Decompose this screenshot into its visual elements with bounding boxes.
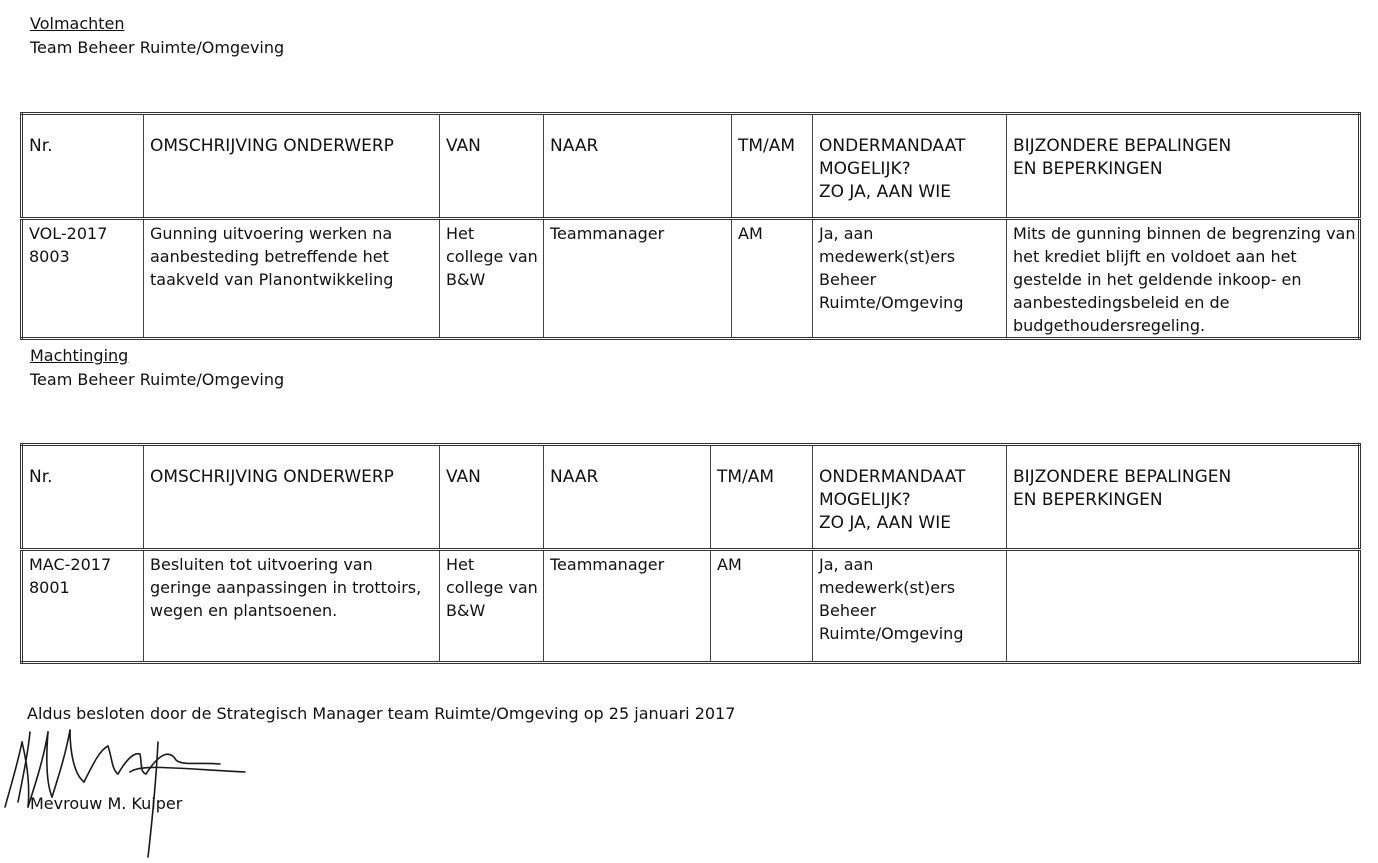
header-conditions-line: BIJZONDERE BEPALINGEN — [1013, 136, 1232, 156]
header-to: NAAR — [544, 114, 732, 219]
cell-line: Gunning uitvoering werken na — [150, 224, 393, 243]
cell-line: college van — [446, 578, 538, 597]
cell-line: het krediet blijft en voldoet aan het — [1013, 247, 1297, 266]
header-conditions — [1007, 445, 1360, 550]
cell-line: gestelde in het geldende inkoop- en — [1013, 270, 1302, 289]
cell-line: aanbestedingsbeleid en de — [1013, 293, 1230, 312]
cell-line: taakveld van Planontwikkeling — [150, 270, 394, 289]
header-conditions-line: EN BEPERKINGEN — [1013, 159, 1163, 179]
header-submandate-line: ZO JA, AAN WIE — [819, 182, 951, 202]
closing-statement: Aldus besloten door de Strategisch Manager team Ruimte/Omgeving op 25 januari 2017 — [27, 704, 736, 723]
cell-submandate — [813, 550, 1007, 663]
section-team: Team Beheer Ruimte/Omgeving — [30, 38, 285, 57]
section-title: Volmachten — [30, 14, 125, 33]
header-nr: Nr. — [22, 445, 144, 550]
cell-line: Beheer — [819, 601, 877, 620]
cell-from — [440, 219, 544, 339]
cell-to: Teammanager — [544, 550, 711, 663]
table-header-row — [22, 445, 1360, 550]
cell-tm-am: AM — [711, 550, 813, 663]
header-to: NAAR — [544, 445, 711, 550]
cell-conditions — [1007, 550, 1360, 663]
cell-line: college van — [446, 247, 538, 266]
header-conditions — [1007, 114, 1360, 219]
cell-from — [440, 550, 544, 663]
cell-line: medewerk(st)ers — [819, 247, 956, 266]
header-subject: OMSCHRIJVING ONDERWERP — [144, 114, 440, 219]
header-submandate-line: ZO JA, AAN WIE — [819, 513, 951, 533]
cell-line: VOL-2017 — [29, 224, 108, 243]
signer-name: Mevrouw M. Kuiper — [30, 794, 183, 813]
cell-line: 8003 — [29, 247, 70, 266]
cell-subject — [144, 550, 440, 663]
cell-line: 8001 — [29, 578, 70, 597]
cell-line: Ruimte/Omgeving — [819, 293, 964, 312]
cell-line: B&W — [446, 270, 486, 289]
cell-line: aanbesteding betreffende het — [150, 247, 389, 266]
cell-line: budgethoudersregeling. — [1013, 316, 1206, 335]
cell-nr — [22, 219, 144, 339]
cell-line: Beheer — [819, 270, 877, 289]
header-conditions-line: BIJZONDERE BEPALINGEN — [1013, 467, 1232, 487]
cell-line: wegen en plantsoenen. — [150, 601, 338, 620]
cell-line: Mits de gunning binnen de begrenzing van — [1013, 224, 1356, 243]
header-from: VAN — [440, 445, 544, 550]
cell-line: medewerk(st)ers — [819, 578, 956, 597]
cell-line: B&W — [446, 601, 486, 620]
cell-submandate — [813, 219, 1007, 339]
cell-line: Het — [446, 224, 475, 243]
header-tm-am: TM/AM — [711, 445, 813, 550]
cell-line: geringe aanpassingen in trottoirs, — [150, 578, 422, 597]
header-submandate — [813, 114, 1007, 219]
machtinging-table — [20, 443, 1361, 664]
section-title: Machtinging — [30, 346, 129, 365]
header-from: VAN — [440, 114, 544, 219]
signature-icon — [0, 712, 260, 862]
header-submandate-line: ONDERMANDAAT — [819, 467, 966, 487]
header-conditions-line: EN BEPERKINGEN — [1013, 490, 1163, 510]
cell-line: MAC-2017 — [29, 555, 112, 574]
cell-to: Teammanager — [544, 219, 732, 339]
header-nr: Nr. — [22, 114, 144, 219]
section-heading-volmachten — [30, 12, 284, 60]
header-submandate — [813, 445, 1007, 550]
header-submandate-line: ONDERMANDAAT — [819, 136, 966, 156]
table-row — [22, 219, 1360, 339]
header-tm-am: TM/AM — [732, 114, 813, 219]
table-header-row — [22, 114, 1360, 219]
section-heading-machtinging — [30, 344, 284, 392]
cell-line: Het — [446, 555, 475, 574]
header-subject: OMSCHRIJVING ONDERWERP — [144, 445, 440, 550]
cell-line: Ruimte/Omgeving — [819, 624, 964, 643]
cell-line: Besluiten tot uitvoering van — [150, 555, 373, 574]
cell-conditions — [1007, 219, 1360, 339]
section-team: Team Beheer Ruimte/Omgeving — [30, 370, 285, 389]
cell-subject — [144, 219, 440, 339]
cell-nr — [22, 550, 144, 663]
volmachten-table — [20, 112, 1361, 340]
cell-tm-am: AM — [732, 219, 813, 339]
cell-line: Ja, aan — [819, 555, 874, 574]
header-submandate-line: MOGELIJK? — [819, 490, 911, 510]
table-row — [22, 550, 1360, 663]
header-submandate-line: MOGELIJK? — [819, 159, 911, 179]
cell-line: Ja, aan — [819, 224, 874, 243]
